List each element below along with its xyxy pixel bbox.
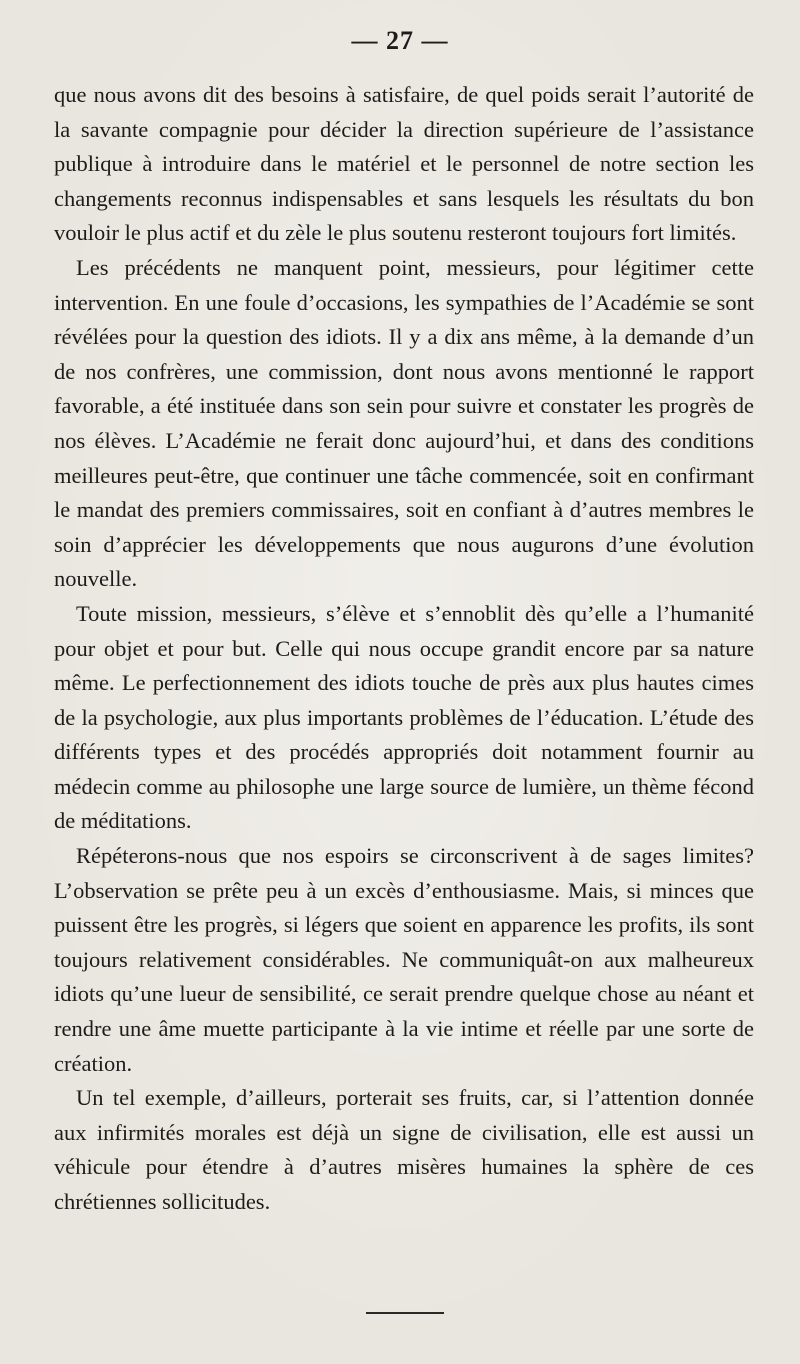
page-number: — 27 — [351, 26, 449, 55]
end-rule [366, 1312, 444, 1314]
paragraph: Répéterons-nous que nos espoirs se circonscrivent à de sages limites? L’observation se prête peu à un excès d’enthousiasme. Mais, si minces que puissent être les progrès, si légers que soient en apparence les profits, ils sont toujours relativement considérables. Ne communiquât-on aux malheureux idiots qu’une lueur de sensibilité, ce serait prendre quelque chose au néant et rendre une âme muette participante à la vie intime et réelle par une sorte de création. [54, 843, 754, 1076]
paragraph: que nous avons dit des besoins à satisfaire, de quel poids serait l’autorité de la savante compagnie pour décider la direction supérieure de l’assistance publique à introduire dans le matériel et le personnel de notre section les changements reconnus indispensables et sans lesquels les résultats du bon vouloir le plus actif et du zèle le plus soutenu resteront toujours fort limités. [54, 82, 754, 246]
paragraph: Un tel exemple, d’ailleurs, porterait ses fruits, car, si l’attention donnée aux infirmités morales est déjà un signe de civilisation, elle est aussi un véhicule pour étendre à d’autres misères humaines la sphère de ces chrétiennes sollicitudes. [54, 1085, 754, 1214]
paragraph: Les précédents ne manquent point, messieurs, pour légitimer cette intervention. En une foule d’occasions, les sympathies de l’Académie se sont révélées pour la question des idiots. Il y a dix ans même, à la demande d’un de nos confrères, une commission, dont nous avons mentionné le rapport favorable, a été instituée dans son sein pour suivre et constater les progrès de nos élèves. L’Académie ne ferait donc aujourd’hui, et dans des conditions meilleures peut-être, que continuer une tâche commencée, soit en confirmant le mandat des premiers commissaires, soit en confiant à d’autres membres le soin d’apprécier les développements que nous augurons d’une évolution nouvelle. [54, 254, 754, 592]
paragraph: Toute mission, messieurs, s’élève et s’ennoblit dès qu’elle a l’humanité pour objet et pour but. Celle qui nous occupe grandit encore par sa nature même. Le perfectionnement des idiots touche de près aux plus hautes cimes de la psychologie, aux plus importants problèmes de l’éducation. L’étude des différents types et des procédés appropriés doit notamment fournir au médecin comme au philosophe une large source de lumière, un thème fécond de méditations. [54, 600, 754, 834]
body-text [54, 78, 754, 1220]
